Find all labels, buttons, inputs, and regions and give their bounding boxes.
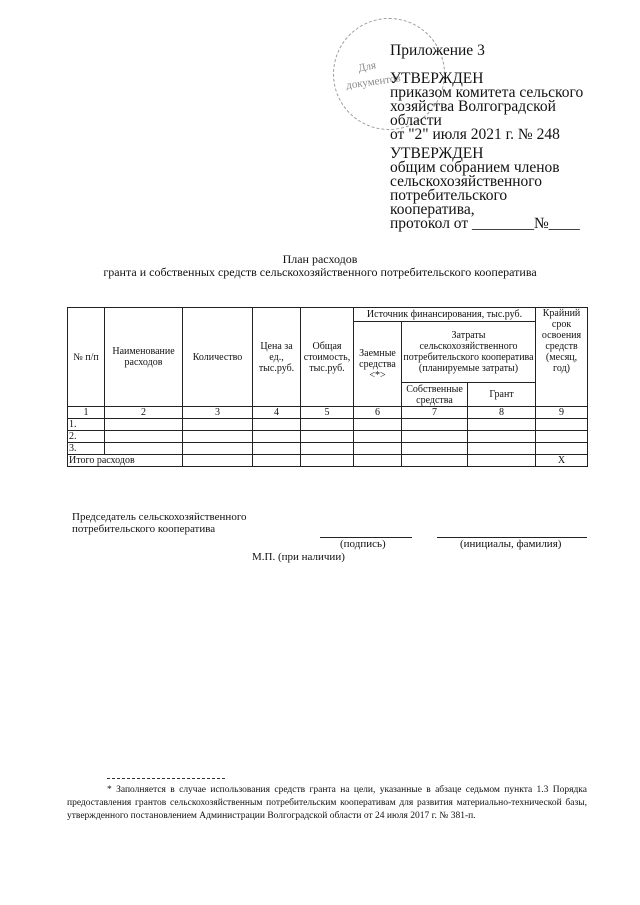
col-number: 5	[301, 407, 354, 419]
table-cell[interactable]	[354, 431, 402, 443]
table-cell[interactable]	[354, 419, 402, 431]
chairman-title-2: потребительского кооператива	[72, 523, 216, 535]
table-cell[interactable]	[536, 443, 588, 455]
chairman-title-1: Председатель сельскохозяйственного	[72, 511, 247, 523]
col-number: 2	[105, 407, 183, 419]
header-deadline: Крайний срок освоения средств (месяц, год)	[536, 308, 588, 407]
approved1-line: области	[390, 112, 442, 129]
table-cell[interactable]	[183, 419, 253, 431]
table-cell[interactable]	[402, 431, 468, 443]
approved2-line: общим собранием членов	[390, 159, 560, 176]
table-cell[interactable]	[536, 431, 588, 443]
footnote-separator	[107, 778, 225, 779]
table-cell[interactable]	[105, 431, 183, 443]
name-caption: (инициалы, фамилия)	[460, 538, 562, 550]
col-number: 7	[402, 407, 468, 419]
col-number: 1	[68, 407, 105, 419]
table-cell[interactable]	[402, 419, 468, 431]
table-cell[interactable]	[402, 443, 468, 455]
total-mark: Х	[536, 455, 588, 467]
plan-subtitle: гранта и собственных средств сельскохозяйственного потребительского кооператива	[103, 265, 537, 279]
plan-title: План расходов	[282, 252, 358, 266]
table-cell[interactable]	[105, 419, 183, 431]
protocol-line: протокол от ________№____	[390, 215, 580, 232]
table-cell[interactable]	[253, 455, 301, 467]
total-row	[68, 455, 588, 467]
table-cell[interactable]	[183, 431, 253, 443]
approval-block-2	[390, 147, 580, 231]
table-cell[interactable]	[354, 455, 402, 467]
col-number: 9	[536, 407, 588, 419]
table-cell[interactable]	[301, 431, 354, 443]
header-coop-costs: Затраты сельскохозяйственного потребительского кооператива (планируемые затраты)	[402, 322, 536, 383]
seal-note: М.П. (при наличии)	[252, 551, 345, 563]
table-cell[interactable]	[105, 443, 183, 455]
col-number: 6	[354, 407, 402, 419]
table-cell[interactable]	[402, 455, 468, 467]
table-row	[68, 431, 588, 443]
col-number: 3	[183, 407, 253, 419]
approved-heading-2: УТВЕРЖДЕН	[390, 145, 484, 162]
header-name: Наименование расходов	[105, 308, 183, 407]
table-cell[interactable]	[468, 455, 536, 467]
header-funding-source: Источник финансирования, тыс.руб.	[354, 308, 536, 322]
table-cell[interactable]	[468, 419, 536, 431]
table-cell[interactable]	[183, 455, 253, 467]
approved1-date: от "2" июля 2021 г. № 248	[390, 126, 560, 143]
table-cell[interactable]	[301, 419, 354, 431]
table-row	[68, 419, 588, 431]
approved1-line: хозяйства Волгоградской	[390, 98, 556, 115]
row-number: 1.	[68, 419, 105, 431]
table-cell[interactable]	[253, 419, 301, 431]
header-total-cost: Общая стоимость, тыс.руб.	[301, 308, 354, 407]
expense-table	[67, 307, 588, 467]
header-num: № п/п	[68, 308, 105, 407]
table-cell[interactable]	[354, 443, 402, 455]
header-price: Цена за ед., тыс.руб.	[253, 308, 301, 407]
stamp-text-2: документов	[345, 72, 402, 92]
approved2-line: кооператива,	[390, 201, 475, 218]
table-cell[interactable]	[183, 443, 253, 455]
footnote-text	[67, 784, 587, 823]
total-label: Итого расходов	[68, 455, 183, 467]
header-own-funds: Собственные средства	[402, 383, 468, 407]
header-borrowed: Заемные средства <*>	[354, 322, 402, 407]
appendix-label: Приложение 3	[390, 42, 485, 59]
approved1-line: приказом комитета сельского	[390, 84, 584, 101]
table-cell[interactable]	[301, 455, 354, 467]
table-cell[interactable]	[301, 443, 354, 455]
approved-heading-1: УТВЕРЖДЕН	[390, 70, 484, 87]
col-number: 4	[253, 407, 301, 419]
stamp-text-1: Для	[356, 59, 378, 75]
table-cell[interactable]	[468, 431, 536, 443]
header-grant: Грант	[468, 383, 536, 407]
header-quantity: Количество	[183, 308, 253, 407]
column-number-row	[68, 407, 588, 419]
table-cell[interactable]	[253, 443, 301, 455]
approved2-line: потребительского	[390, 187, 508, 204]
signature-caption: (подпись)	[340, 538, 386, 550]
table-cell[interactable]	[536, 419, 588, 431]
col-number: 8	[468, 407, 536, 419]
footnote-body: * Заполняется в случае использования средств гранта на цели, указанные в абзаце седьмом пункта 1.3 Порядка предоставления грантов сельскохозяйственным потребительским кооперативам для развития материально-технической базы, утвержденного постановлением Администрации Волгоградской области от 24 июля 2017 г. № 381-п.	[67, 785, 587, 821]
approval-block-1	[390, 44, 583, 142]
approved2-line: сельскохозяйственного	[390, 173, 543, 190]
table-cell[interactable]	[468, 443, 536, 455]
table-cell[interactable]	[253, 431, 301, 443]
row-number: 3.	[68, 443, 105, 455]
table-row	[68, 443, 588, 455]
row-number: 2.	[68, 431, 105, 443]
